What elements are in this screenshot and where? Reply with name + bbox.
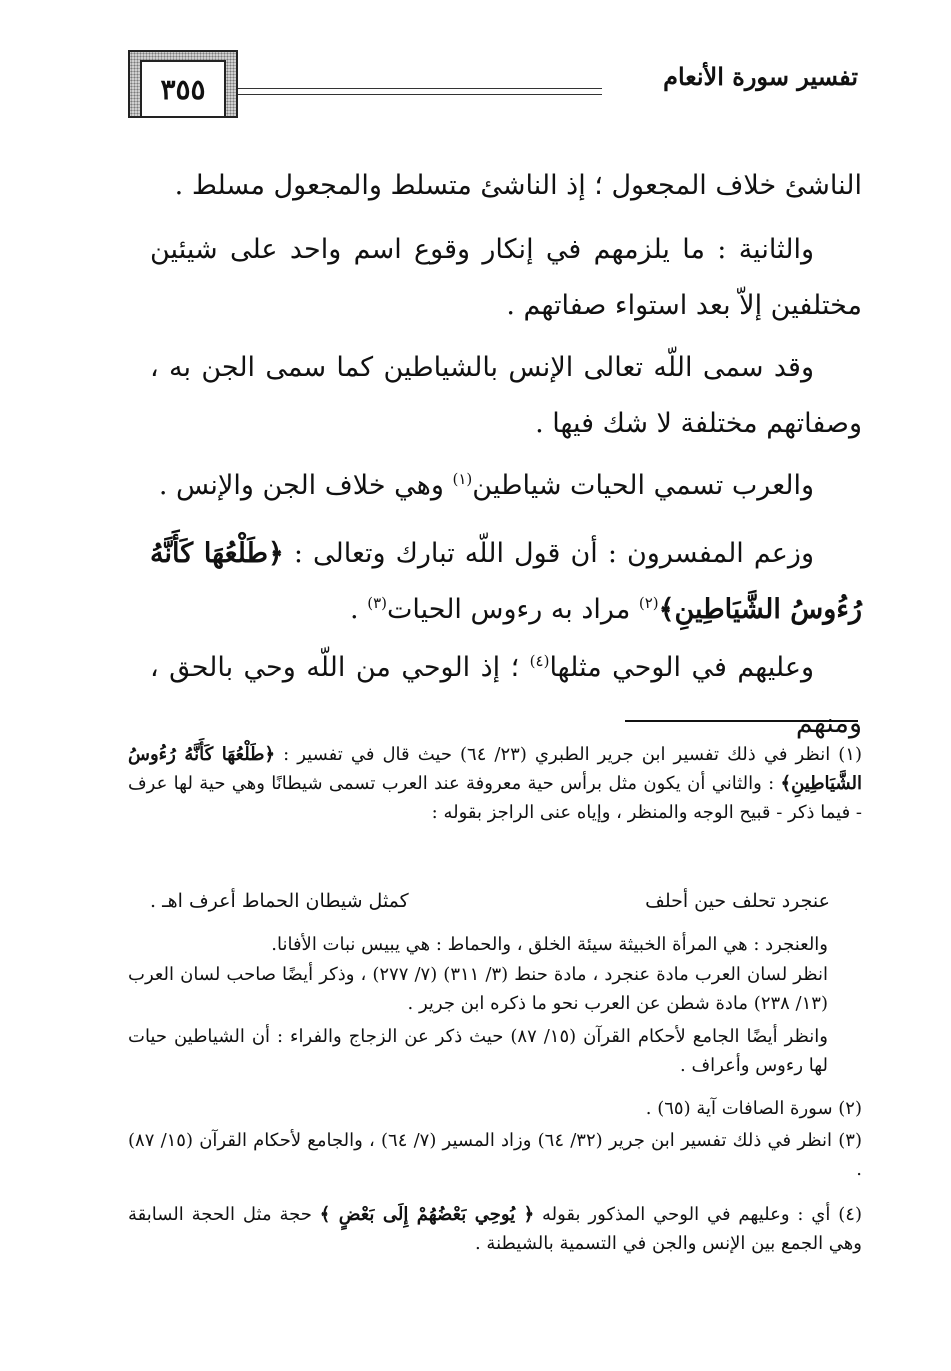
page-number: ٣٥٥ (140, 60, 226, 116)
paragraph-6 (150, 640, 862, 752)
paragraph-4 (150, 458, 862, 514)
footnote-3-number: (٣) (838, 1130, 862, 1151)
footnote-4-quote: ﴿ يُوحِي بَعْضُهُمْ إِلَى بَعْضٍ ﴾ (319, 1204, 535, 1225)
footnote-3-text: انظر في ذلك تفسير ابن جرير (٣٢/ ٦٤) وزاد المسير (٧/ ٦٤) ، والجامع لأحكام القرآن (١٥/ ٨٧) . (128, 1130, 862, 1180)
footnote-1-number: (١) (838, 744, 862, 765)
footnote-2-number: (٢) (838, 1098, 862, 1119)
footnote-1-continued-a: والعنجرد : هي المرأة الخبيثة سيئة الخلق ، والحماط : هي يبيس نبات الأفانا. (271, 934, 828, 955)
paragraph-5-text-a: وزعم المفسرون : أن قول اللّه تبارك وتعالى : (283, 538, 814, 569)
footnote-4 (128, 1200, 862, 1258)
poem-hemistich-left: كمثل شيطان الحماط أعرف اهـ . (150, 890, 409, 912)
footnote-4-text-a: أي : وعليهم في الوحي المذكور بقوله (534, 1204, 839, 1225)
footnote-2-text: سورة الصافات آية (٦٥) . (645, 1098, 839, 1119)
paragraph-5-text-b: مراد به رءوس الحيات (386, 594, 639, 625)
footnote-1-continued-b: انظر لسان العرب مادة عنجرد ، مادة حنط (٣/ ٣١١) (٧/ ٢٧٧) ، وذكر أيضًا صاحب لسان العرب (١٣/ ٢٣٨) مادة شطن عن العرب نحو ما ذكره ابن جرير . (128, 964, 828, 1014)
footnote-ref-1[interactable]: (١) (452, 470, 473, 488)
running-head-title: تفسير سورة الأنعام (663, 62, 858, 91)
paragraph-5-text-c: . (350, 594, 368, 625)
footnote-1-continued-c: وانظر أيضًا الجامع لأحكام القرآن (١٥/ ٨٧) حيث ذكر عن الزجاج والفراء : أن الشياطين حيات لها رءوس وأعراف . (128, 1026, 828, 1076)
footnote-ref-4[interactable]: (٤) (529, 652, 550, 670)
paragraph-3: وقد سمى اللّه تعالى الإنس بالشياطين كما سمى الجن به ، وصفاتهم مختلفة لا شك فيها . (150, 352, 862, 439)
paragraph-6-text-b: ؛ إذ الوحي من اللّه وحي بالحق ، ومنهم (150, 652, 862, 739)
footnote-1 (128, 740, 862, 827)
footnote-2 (128, 1094, 862, 1123)
paragraph-4-text-b: وهي خلاف الجن والإنس . (158, 470, 453, 501)
footnote-3 (128, 1126, 862, 1184)
footnote-4-text-b: حجة مثل الحجة السابقة وهي الجمع بين الإنس والجن في التسمية بالشيطنة . (128, 1204, 862, 1254)
footnote-separator (625, 720, 858, 722)
poem-hemistich-right: عنجرد تحلف حين أحلف (645, 890, 830, 912)
paragraph-2: والثانية : ما يلزمهم في إنكار وقوع اسم واحد على شيئين مختلفين إلاّ بعد استواء صفاتهم . (150, 234, 862, 321)
paragraph-4-text-a: والعرب تسمي الحيات شياطين (472, 470, 814, 501)
paragraph-6-text-a: وعليهم في الوحي مثلها (549, 652, 814, 683)
footnote-1-text-a: انظر في ذلك تفسير ابن جرير الطبري (٢٣/ ٦٤) حيث قال في تفسير : (275, 744, 839, 765)
footnote-1-text-b: : والثاني أن يكون مثل برأس حية معروفة عند العرب تسمى شيطانًا وهي حية لها عرف - فيما ذكر - قبيح الوجه والمنظر ، وإياه عنى الراجز بقوله : (128, 773, 862, 823)
paragraph-5 (150, 526, 862, 638)
footnote-1-quote: ﴿طَلْعُهَا كَأَنَّهُ رُءُوسُ الشَّيَاطِينِ﴾ (128, 744, 862, 794)
poem-verse (150, 886, 830, 916)
page-number-frame (128, 50, 238, 118)
footnote-ref-2[interactable]: (٢) (638, 594, 659, 612)
footnote-4-number: (٤) (838, 1204, 862, 1225)
footnote-ref-3[interactable]: (٣) (367, 594, 387, 612)
header-rule (238, 88, 602, 95)
quran-quote: ﴿طَلْعُهَا كَأَنَّهُ رُءُوسُ الشَّيَاطِينِ﴾ (150, 538, 862, 625)
paragraph-1: الناشئ خلاف المجعول ؛ إذ الناشئ متسلط والمجعول مسلط . (174, 170, 862, 201)
